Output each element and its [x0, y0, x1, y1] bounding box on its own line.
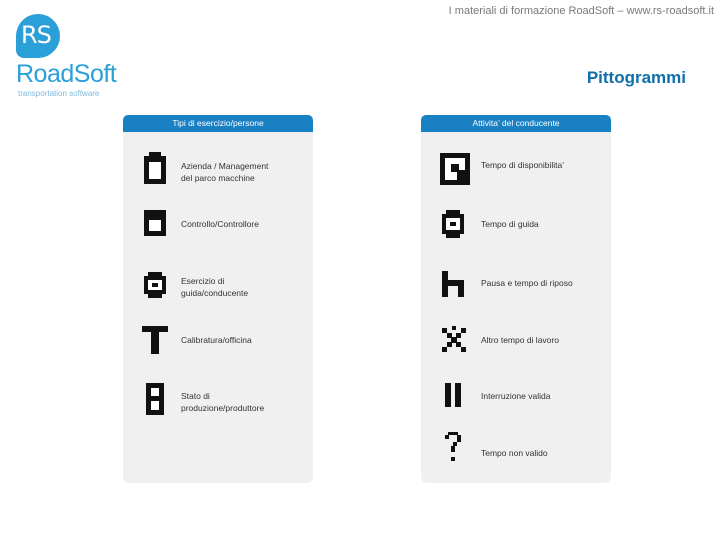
- list-item-label: Controllo/Controllore: [181, 219, 259, 229]
- list-item-label: Tempo di disponibilita’: [481, 160, 565, 170]
- driving-icon: [440, 210, 466, 238]
- manufacturer-icon: [142, 383, 168, 415]
- invalid-time-icon: [440, 430, 466, 464]
- list-item-label: Tempo non valido: [481, 448, 548, 458]
- logo-tagline: transportation software: [18, 89, 100, 98]
- list-item-label: Calibratura/officina: [181, 335, 252, 345]
- operation-types-panel: [123, 115, 313, 483]
- company-icon: [142, 152, 168, 186]
- list-item-label: Tempo di guida: [481, 219, 539, 229]
- list-item-label: Altro tempo di lavoro: [481, 335, 559, 345]
- operation-icon: [142, 272, 168, 298]
- workshop-icon: [142, 326, 168, 354]
- control-icon: [142, 210, 168, 238]
- list-item-label: Azienda / Management del parco macchine: [181, 161, 269, 183]
- roadsoft-logo: [16, 14, 126, 96]
- driver-activities-panel: [421, 115, 611, 483]
- driver-activities-header: Attivita’ del conducente: [421, 115, 611, 132]
- operation-types-header: Tipi di esercizio/persone: [123, 115, 313, 132]
- valid-break-icon: [440, 383, 466, 409]
- page-title: Pittogrammi: [586, 68, 686, 87]
- list-item-label: Pausa e tempo di riposo: [481, 278, 573, 288]
- logo-wordmark: RoadSoft: [16, 60, 117, 88]
- logo-badge-text: RS: [21, 21, 51, 49]
- rest-icon: [440, 271, 466, 297]
- list-item-label: Interruzione valida: [481, 391, 551, 401]
- availability-icon: [440, 153, 470, 185]
- top-caption: I materiali di formazione RoadSoft – www.rs-roadsoft.it: [448, 5, 714, 17]
- list-item-label: Stato di produzione/produttore: [181, 391, 265, 413]
- logo-badge: [16, 14, 60, 58]
- other-work-icon: [440, 326, 468, 354]
- list-item-label: Esercizio di guida/conducente: [181, 276, 249, 298]
